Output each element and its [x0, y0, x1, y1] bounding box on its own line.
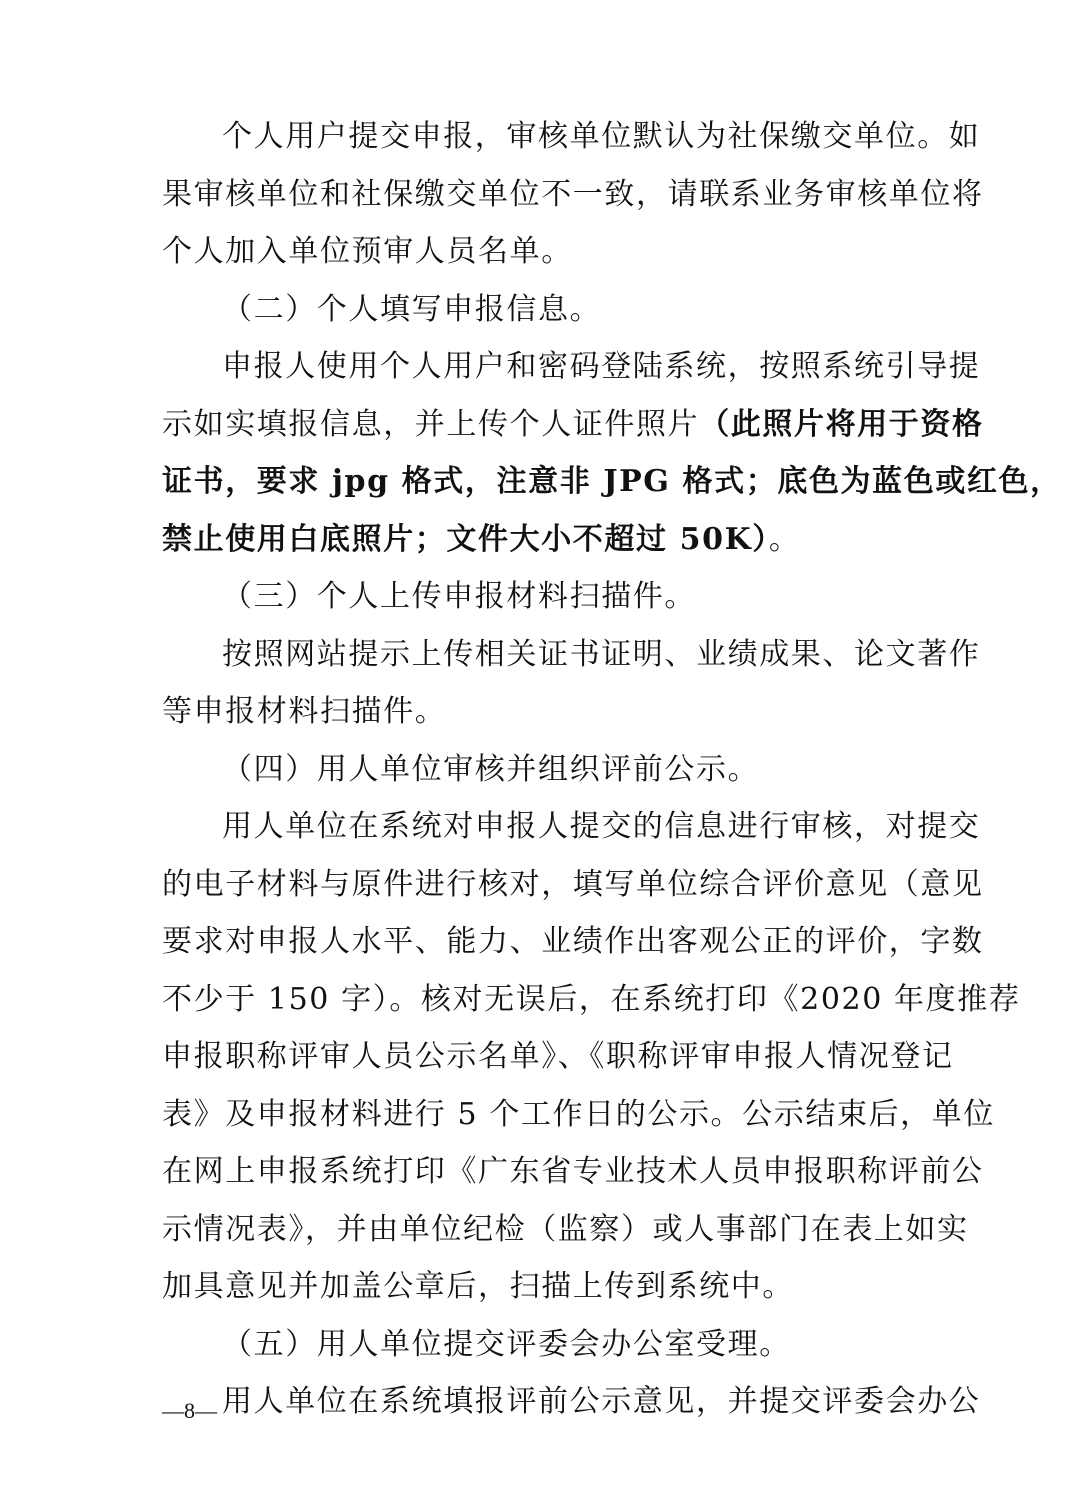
- bold-text-run: 禁止使用白底照片；文件大小不超过 50K）: [162, 521, 769, 557]
- paragraph-line: 个人加入单位预审人员名单。: [162, 234, 573, 269]
- bold-text-run: （此照片将用于资格: [699, 406, 984, 442]
- bold-paragraph-line: 证书，要求 jpg 格式，注意非 JPG 格式；底色为蓝色或红色，: [162, 464, 1062, 499]
- paragraph-line: 用人单位在系统对申报人提交的信息进行审核，对提交: [222, 809, 981, 844]
- page-number: —8—: [162, 1398, 217, 1423]
- paragraph-line: 表》及申报材料进行 5 个工作日的公示。公示结束后，单位: [162, 1096, 995, 1132]
- paragraph-line: 申报职称评审人员公示名单》、《职称评审申报人情况登记: [162, 1039, 954, 1074]
- paragraph-line: 加具意见并加盖公章后，扫描上传到系统中。: [162, 1269, 794, 1304]
- paragraph-line: 在网上申报系统打印《广东省专业技术人员申报职称评前公: [162, 1154, 984, 1189]
- section-heading: （五）用人单位提交评委会办公室受理。: [222, 1326, 791, 1362]
- paragraph-line: 要求对申报人水平、能力、业绩作出客观公正的评价，字数: [162, 924, 984, 959]
- text-run: 示如实填报信息，并上传个人证件照片: [162, 406, 700, 442]
- paragraph-line: 不少于 150 字）。核对无误后，在系统打印《2020 年度推荐: [162, 981, 1021, 1017]
- section-heading: （二）个人填写申报信息。: [222, 291, 602, 327]
- paragraph-line: 果审核单位和社保缴交单位不一致，请联系业务审核单位将: [162, 176, 984, 212]
- paragraph-line: 示情况表》，并由单位纪检（监察）或人事部门在表上如实: [162, 1211, 969, 1247]
- section-heading: （三）个人上传申报材料扫描件。: [222, 579, 696, 614]
- paragraph-line: 按照网站提示上传相关证书证明、业绩成果、论文著作: [222, 636, 981, 672]
- document-page: [162, 108, 1062, 1431]
- paragraph-line: 的电子材料与原件进行核对，填写单位综合评价意见（意见: [162, 866, 984, 902]
- paragraph-line: 申报人使用个人用户和密码登陆系统，按照系统引导提: [222, 349, 981, 384]
- paragraph-line: [162, 396, 984, 454]
- text-run: 。: [768, 521, 801, 557]
- paragraph-line: [162, 511, 920, 569]
- paragraph-line: 个人用户提交申报，审核单位默认为社保缴交单位。如: [222, 119, 981, 154]
- paragraph-line: 用人单位在系统填报评前公示意见，并提交评委会办公: [222, 1384, 981, 1419]
- section-heading: （四）用人单位审核并组织评前公示。: [222, 751, 760, 787]
- paragraph-line: 等申报材料扫描件。: [162, 694, 447, 729]
